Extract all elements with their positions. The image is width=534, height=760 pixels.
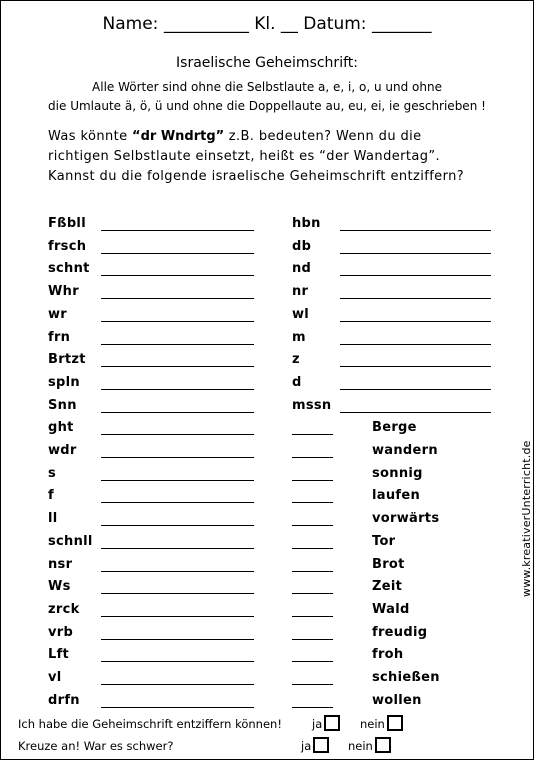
nein-label: nein xyxy=(360,717,385,731)
cipher-word: s xyxy=(48,465,57,481)
exercise-row xyxy=(1,307,534,329)
ja-label: ja xyxy=(301,739,312,753)
intro-line-2: die Umlaute ä, ö, ü und ohne die Doppellaute au, eu, ei, ie geschrieben ! xyxy=(48,99,486,113)
footer-line-2: Kreuze an! War es schwer? xyxy=(18,739,174,753)
cipher-word: wdr xyxy=(48,443,77,458)
question-line-3: Kannst du die folgende israelische Geheimschrift entziffern? xyxy=(48,169,465,184)
answer-line-right[interactable] xyxy=(340,366,491,367)
exercise-row xyxy=(1,534,534,556)
cipher-word: ll xyxy=(48,511,58,527)
exercise-row xyxy=(1,375,534,397)
cipher-word: ght xyxy=(48,420,74,436)
worksheet-title: Israelische Geheimschrift: xyxy=(176,55,358,71)
footer-1-ja xyxy=(312,715,340,731)
question-line-1-end: z.B. bedeuten? Wenn du die xyxy=(224,129,422,144)
cipher-word: zrck xyxy=(48,601,80,617)
cipher-word: Brtzt xyxy=(48,352,86,368)
nein-label: nein xyxy=(348,739,373,753)
answer-line-right[interactable] xyxy=(340,344,491,345)
plain-word: laufen xyxy=(372,488,421,504)
answer-line[interactable] xyxy=(101,707,254,708)
cipher-word: schnll xyxy=(48,533,93,549)
answer-line[interactable] xyxy=(101,298,254,299)
plain-word: wollen xyxy=(372,692,422,708)
cipher-word-right: db xyxy=(292,238,312,254)
cipher-line-short[interactable] xyxy=(292,684,333,685)
cipher-word-right: nr xyxy=(292,284,309,300)
answer-line[interactable] xyxy=(101,275,254,276)
cipher-word: f xyxy=(48,488,54,504)
cipher-line-short[interactable] xyxy=(292,616,333,617)
answer-line[interactable] xyxy=(101,571,254,572)
exercise-row xyxy=(1,488,534,510)
cipher-word-right: m xyxy=(292,329,306,345)
plain-word: wandern xyxy=(372,443,438,458)
cipher-word: schnt xyxy=(48,261,90,277)
exercise-row xyxy=(1,443,534,465)
answer-line-right[interactable] xyxy=(340,321,491,322)
answer-line[interactable] xyxy=(101,389,254,390)
answer-line-right[interactable] xyxy=(340,298,491,299)
exercise-row xyxy=(1,579,534,601)
plain-word: Berge xyxy=(372,420,417,436)
exercise-row xyxy=(1,625,534,647)
plain-word: Tor xyxy=(372,533,396,549)
plain-word: Wald xyxy=(372,601,410,617)
watermark: www.kreativerUnterricht.de xyxy=(520,440,533,597)
exercise-row xyxy=(1,261,534,283)
footer-line-1: Ich habe die Geheimschrift entziffern können! xyxy=(18,717,282,731)
exercise-row xyxy=(1,284,534,306)
cipher-word-right: d xyxy=(292,374,302,390)
cipher-word: Whr xyxy=(48,284,79,300)
cipher-line-short[interactable] xyxy=(292,525,333,526)
cipher-word-right: mssn xyxy=(292,397,332,413)
cipher-line-short[interactable] xyxy=(292,707,333,708)
cipher-word: vrb xyxy=(48,624,74,640)
plain-word: vorwärts xyxy=(372,511,440,527)
ja-label: ja xyxy=(312,717,323,731)
cipher-line-short[interactable] xyxy=(292,661,333,662)
exercise-row xyxy=(1,398,534,420)
answer-line[interactable] xyxy=(101,616,254,617)
example-cipher: “dr Wndrtg” xyxy=(132,129,225,144)
intro-line-1: Alle Wörter sind ohne die Selbstlaute a, e, i, o, u und ohne xyxy=(92,80,442,94)
exercise-row xyxy=(1,511,534,533)
exercise-row xyxy=(1,670,534,692)
intro-text xyxy=(1,78,533,116)
exercise-row xyxy=(1,352,534,374)
exercise-row xyxy=(1,647,534,669)
header-name-class-date: Name: __________ Kl. __ Datum: _______ xyxy=(102,14,432,34)
question-line-2: richtigen Selbstlaute einsetzt, heißt es “der Wandertag”. xyxy=(48,149,441,164)
answer-line[interactable] xyxy=(101,639,254,640)
answer-line[interactable] xyxy=(101,457,254,458)
cipher-word-right: z xyxy=(292,352,300,368)
answer-line[interactable] xyxy=(101,434,254,435)
plain-word: Brot xyxy=(372,556,405,572)
exercise-row xyxy=(1,420,534,442)
cipher-word: Lft xyxy=(48,647,70,663)
answer-line[interactable] xyxy=(101,344,254,345)
answer-line-right[interactable] xyxy=(340,253,491,254)
plain-word: froh xyxy=(372,647,404,663)
answer-line-right[interactable] xyxy=(340,412,491,413)
nein-checkbox-1[interactable] xyxy=(387,715,403,731)
exercise-row xyxy=(1,216,534,238)
plain-word: schießen xyxy=(372,670,440,685)
cipher-line-short[interactable] xyxy=(292,457,333,458)
exercise-row xyxy=(1,466,534,488)
answer-line[interactable] xyxy=(101,502,254,503)
answer-line[interactable] xyxy=(101,321,254,322)
question-text xyxy=(48,127,508,187)
footer-2-nein xyxy=(348,737,391,753)
answer-line[interactable] xyxy=(101,661,254,662)
answer-line-right[interactable] xyxy=(340,230,491,231)
answer-line[interactable] xyxy=(101,480,254,481)
cipher-word: wr xyxy=(48,306,68,322)
cipher-word-right: wl xyxy=(292,306,310,322)
answer-line[interactable] xyxy=(101,253,254,254)
cipher-line-short[interactable] xyxy=(292,571,333,572)
cipher-line-short[interactable] xyxy=(292,434,333,435)
cipher-line-short[interactable] xyxy=(292,480,333,481)
plain-word: Zeit xyxy=(372,579,403,595)
exercise-row xyxy=(1,239,534,261)
answer-line[interactable] xyxy=(101,366,254,367)
answer-line[interactable] xyxy=(101,230,254,231)
cipher-word: frsch xyxy=(48,238,87,254)
footer-2-ja xyxy=(301,737,329,753)
cipher-line-short[interactable] xyxy=(292,593,333,594)
exercise-row xyxy=(1,693,534,715)
cipher-word: nsr xyxy=(48,556,73,572)
question-line-1-start: Was könnte xyxy=(48,129,133,144)
exercise-row xyxy=(1,602,534,624)
plain-word: freudig xyxy=(372,624,428,640)
answer-line-right[interactable] xyxy=(340,275,491,276)
footer-1-nein xyxy=(360,715,403,731)
answer-line[interactable] xyxy=(101,548,254,549)
cipher-word: Fßbll xyxy=(48,216,86,231)
answer-line[interactable] xyxy=(101,593,254,594)
answer-line-right[interactable] xyxy=(340,389,491,390)
ja-checkbox-2[interactable] xyxy=(313,737,329,753)
exercise-row xyxy=(1,330,534,352)
cipher-line-short[interactable] xyxy=(292,502,333,503)
cipher-word: frn xyxy=(48,329,71,345)
cipher-word: spln xyxy=(48,374,80,390)
answer-line[interactable] xyxy=(101,684,254,685)
answer-line[interactable] xyxy=(101,525,254,526)
cipher-word: Ws xyxy=(48,579,71,595)
question-line-1 xyxy=(48,127,508,147)
plain-word: sonnig xyxy=(372,465,423,481)
cipher-word: Snn xyxy=(48,397,77,413)
cipher-line-short[interactable] xyxy=(292,548,333,549)
answer-line[interactable] xyxy=(101,412,254,413)
cipher-word: vl xyxy=(48,670,62,685)
exercise-row xyxy=(1,557,534,579)
cipher-word-right: hbn xyxy=(292,216,321,231)
cipher-word: drfn xyxy=(48,692,80,708)
cipher-word-right: nd xyxy=(292,261,312,277)
cipher-line-short[interactable] xyxy=(292,639,333,640)
nein-checkbox-2[interactable] xyxy=(375,737,391,753)
ja-checkbox-1[interactable] xyxy=(324,715,340,731)
